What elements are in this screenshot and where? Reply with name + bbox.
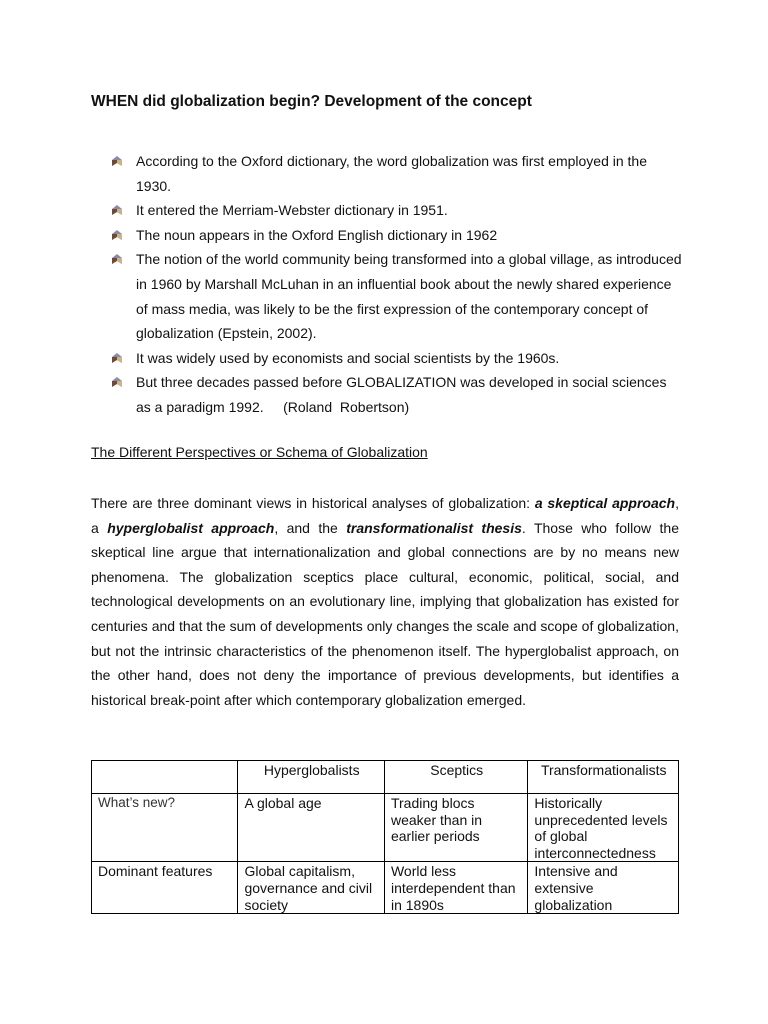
bullet-item <box>108 198 683 223</box>
arrow-bullet-icon <box>111 254 123 265</box>
bullet-text: It entered the Merriam-Webster dictionary in 1951. <box>136 202 448 219</box>
table-header-cell: Hyperglobalists <box>238 761 384 794</box>
bullet-text: According to the Oxford dictionary, the word globalization was first employed in the 1930. <box>136 153 647 194</box>
table-header-row <box>92 761 679 794</box>
table-header-cell <box>92 761 238 794</box>
bullet-text: It was widely used by economists and social scientists by the 1960s. <box>136 349 560 366</box>
arrow-bullet-icon <box>111 230 123 241</box>
emphasis-skeptical: a skeptical approach <box>534 495 676 511</box>
bullet-list <box>108 149 683 420</box>
table-row <box>92 862 679 914</box>
paragraph-text: . Those who follow the skeptical line argue that internationalization and global connections are by no means new phenomena. The globalization sceptics place cultural, economic, political, social, and technological developments on an evolutionary line, implying that globalization has existed for centuries and that the sum of developments only changes the scale and scope of globalization, but not the intrinsic characteristics of the phenomenon itself. The hyperglobalist approach, on the other hand, does not deny the importance of previous developments, but identifies a historical break-point after which contemporary globalization emerged. <box>91 519 679 708</box>
table-cell: Historically unprecedented levels of global interconnectedness <box>528 794 679 862</box>
table-row-label: Dominant features <box>92 862 238 914</box>
table-header-cell: Sceptics <box>384 761 527 794</box>
table-row-label: What’s new? <box>92 794 238 862</box>
page-heading: WHEN did globalization begin? Development of the concept <box>91 93 532 110</box>
table-cell: World less interdependent than in 1890s <box>384 862 527 914</box>
bullet-item <box>108 223 683 248</box>
perspectives-table <box>91 760 679 914</box>
bullet-item <box>108 149 683 198</box>
bullet-item <box>108 247 683 345</box>
table-cell: Global capitalism, governance and civil society <box>238 862 384 914</box>
table-cell: A global age <box>238 794 384 862</box>
emphasis-hyperglobalist: hyperglobalist approach <box>107 519 275 536</box>
arrow-bullet-icon <box>111 353 123 364</box>
bullet-text: But three decades passed before GLOBALIZATION was developed in social sciences as a paradigm 1992. (Roland Robertson) <box>136 374 671 415</box>
body-paragraph <box>91 491 679 712</box>
table-cell: Trading blocs weaker than in earlier periods <box>384 794 527 862</box>
bullet-text: The noun appears in the Oxford English dictionary in 1962 <box>136 226 498 243</box>
arrow-bullet-icon <box>111 156 123 167</box>
arrow-bullet-icon <box>111 377 123 388</box>
arrow-bullet-icon <box>111 205 123 216</box>
bullet-item <box>108 370 683 419</box>
emphasis-transformationalist: transformationalist thesis <box>346 519 522 536</box>
section-title: The Different Perspectives or Schema of Globalization <box>91 444 428 460</box>
table-cell: Intensive and extensive globalization <box>528 862 679 914</box>
table-header-cell: Transformationalists <box>528 761 679 794</box>
table-row <box>92 794 679 862</box>
bullet-item <box>108 346 683 371</box>
paragraph-text: There are three dominant views in historical analyses of globalization: <box>91 495 535 511</box>
bullet-text: The notion of the world community being transformed into a global village, as introduced in 1960 by Marshall McLuhan in an influential book about the newly shared experience of mass media, was likely to be the first expression of the contemporary concept of globalization (Epstein, 2002). <box>136 251 682 342</box>
paragraph-text: , a <box>91 495 679 536</box>
paragraph-text: , and the <box>274 519 347 536</box>
